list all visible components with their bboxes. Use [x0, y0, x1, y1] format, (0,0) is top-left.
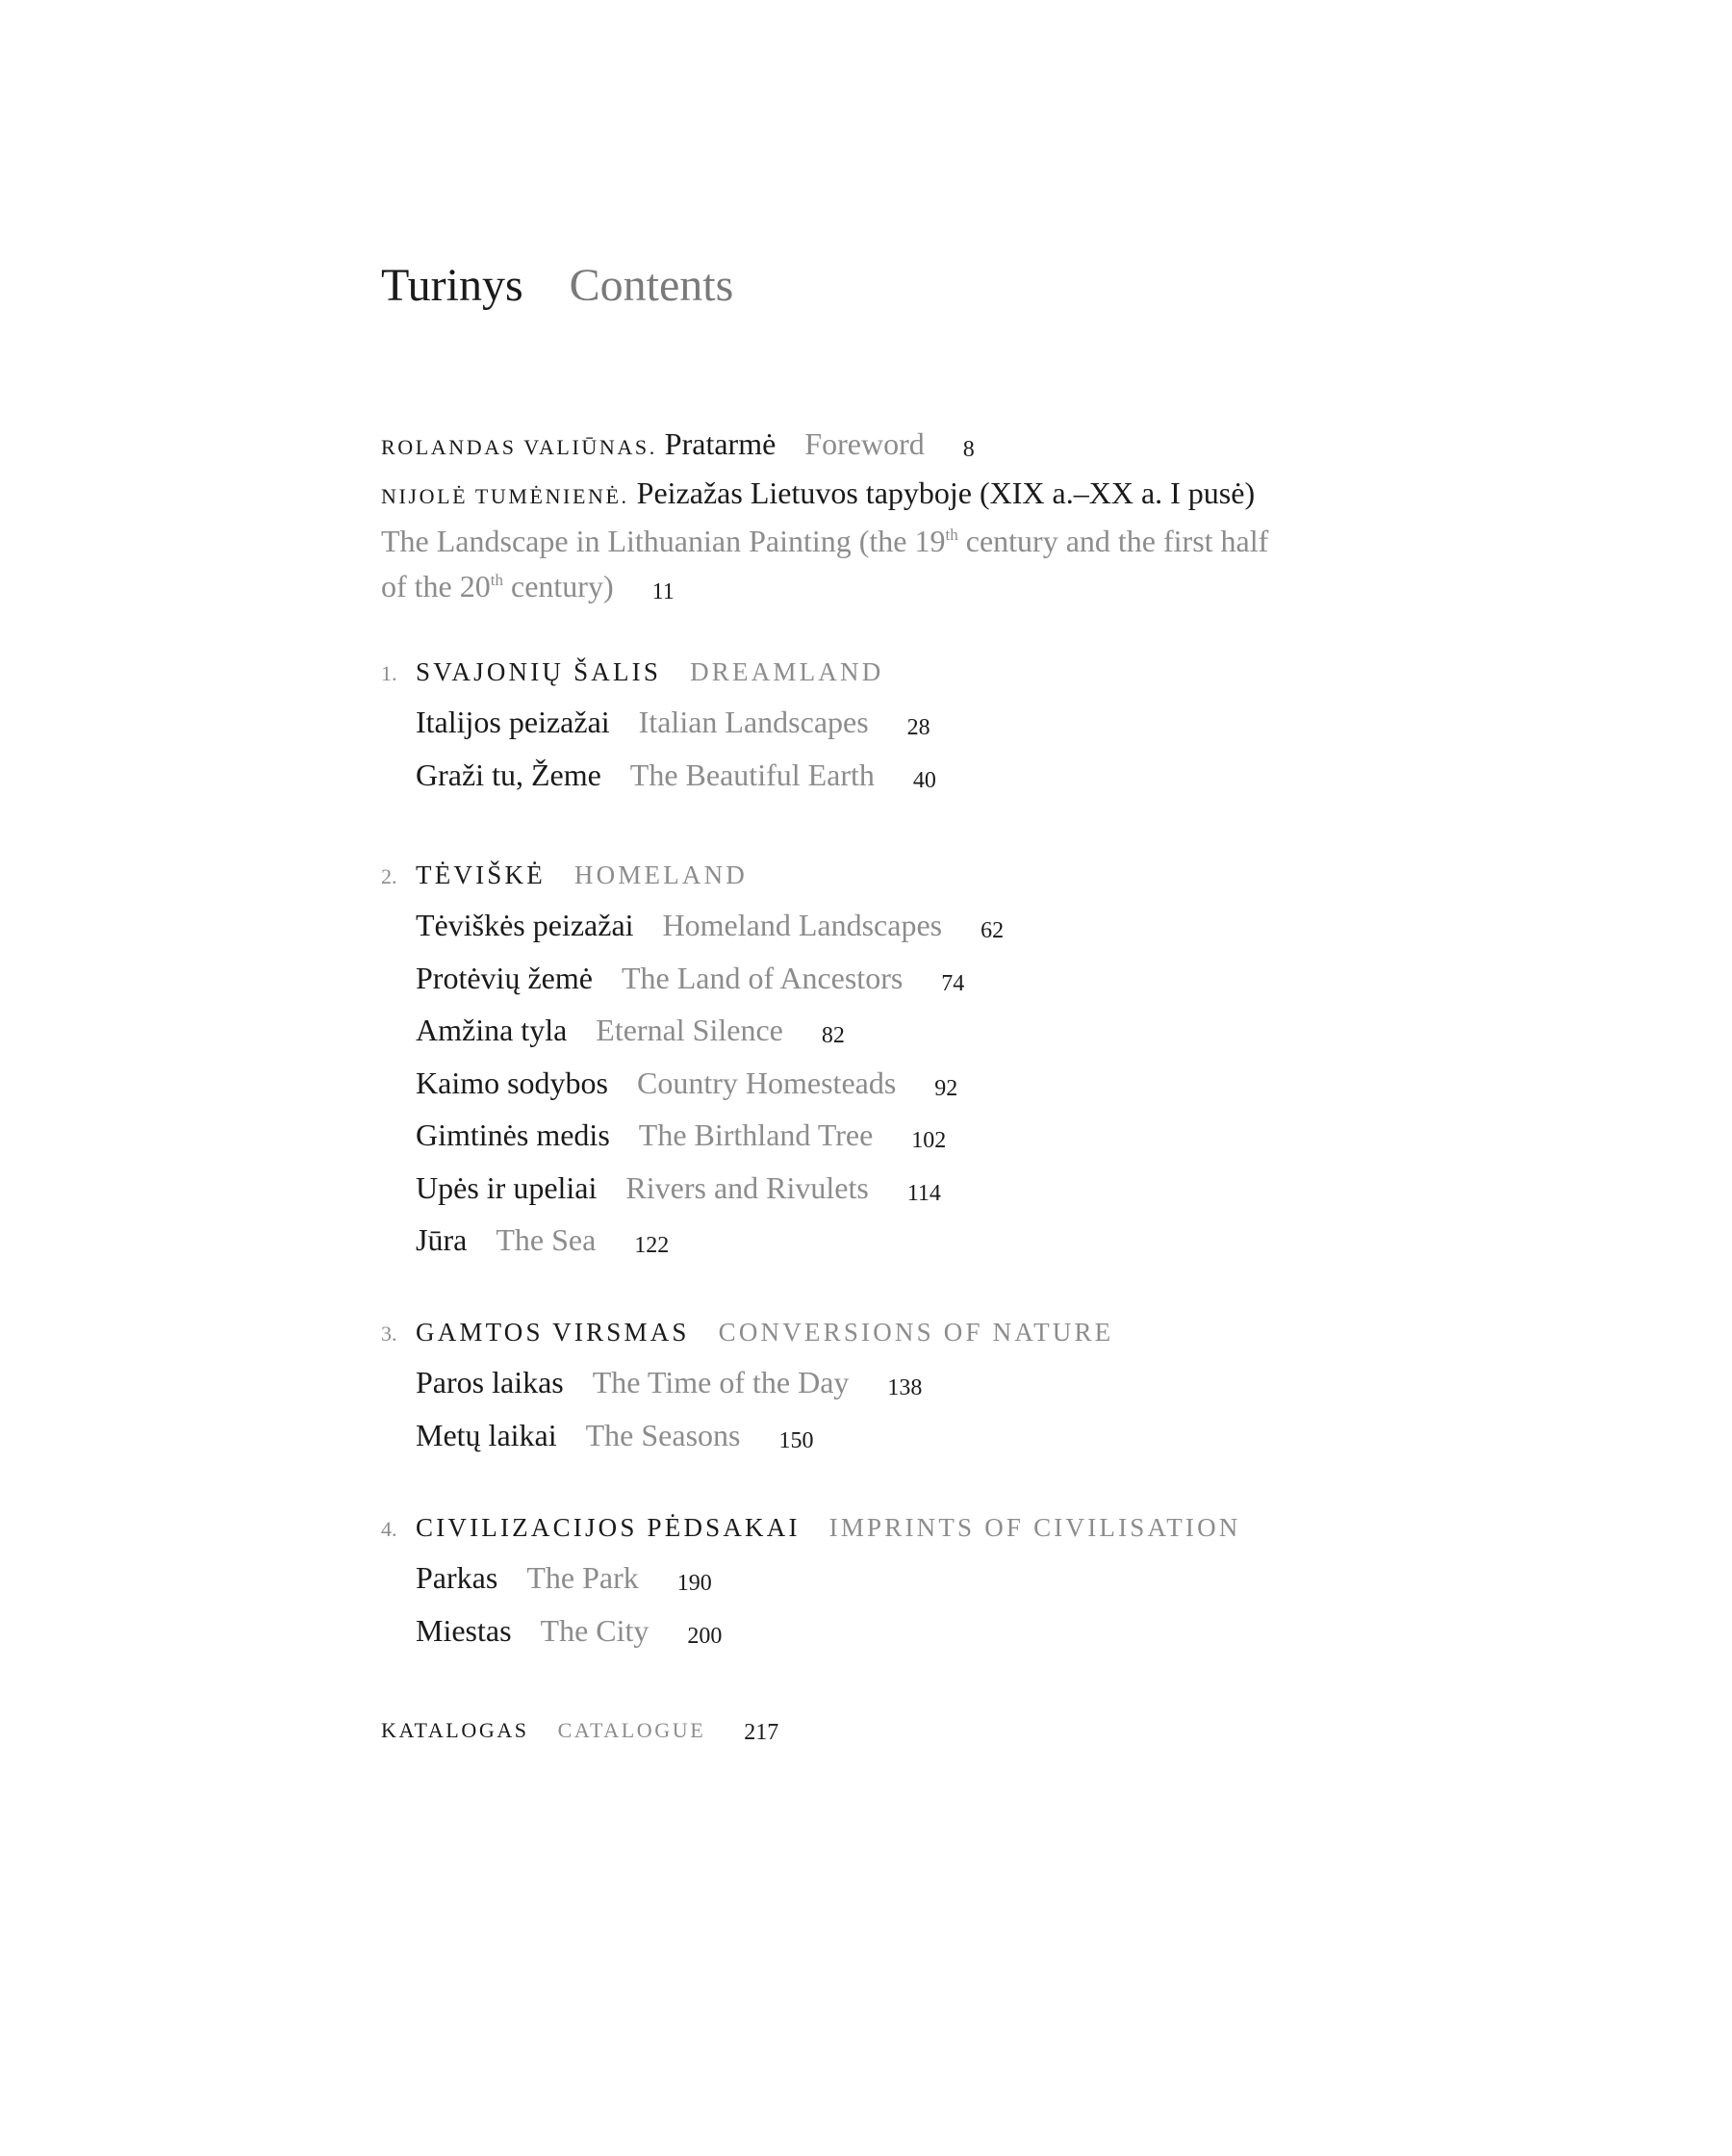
page-number: 217 [744, 1720, 779, 1745]
page-number: 40 [912, 767, 936, 793]
essay-en-part: of the 20 [381, 569, 491, 603]
entry-title-en: The Park [526, 1560, 639, 1595]
entry-title-en: Homeland Landscapes [662, 908, 943, 942]
entry-title-lt: Italijos peizažai [416, 705, 610, 739]
section-title-lt: GAMTOS VIRSMAS [416, 1318, 690, 1347]
page-number: 92 [934, 1075, 958, 1101]
entry-title-lt: Miestas [416, 1612, 512, 1648]
section-number: 3. [381, 1322, 397, 1346]
page-number: 102 [911, 1128, 947, 1153]
entry-title-lt: Kaimo sodybos [416, 1065, 608, 1100]
page-number: 11 [651, 579, 675, 604]
section-title-en: HOMELAND [573, 860, 748, 889]
page-number: 82 [821, 1023, 845, 1048]
entry-title-lt: Jūra [416, 1222, 468, 1257]
entry-title-lt: Gimtinės medis [416, 1117, 610, 1152]
entry-title-lt: Pratarmė [664, 426, 777, 461]
entry-title-lt: Paros laikas [416, 1365, 564, 1399]
entry-title-lt: Amžina tyla [416, 1013, 568, 1047]
section-title-en: CONVERSIONS OF NATURE [718, 1318, 1114, 1347]
entry-title-en: Italian Landscapes [638, 705, 869, 739]
entry-author: ROLANDAS VALIŪNAS. [381, 435, 657, 459]
entry-title-en: The Time of the Day [592, 1365, 850, 1399]
page-number: 190 [676, 1571, 712, 1596]
catalogue-title-en: CATALOGUE [557, 1718, 706, 1742]
ordinal-superscript: th [490, 571, 503, 589]
toc-entry[interactable] [381, 899, 1439, 952]
entry-title-en-line-2 [381, 564, 1286, 613]
toc-entry[interactable] [381, 1004, 1439, 1057]
catalogue-title-lt: KATALOGAS [381, 1718, 529, 1742]
section-title-en: IMPRINTS OF CIVILISATION [828, 1513, 1241, 1542]
toc-entry[interactable] [381, 1162, 1439, 1215]
page-number: 138 [887, 1375, 923, 1400]
essay-en-part: The Landscape in Lithuanian Painting (the 19 [381, 524, 946, 558]
section-heading[interactable] [381, 1308, 1439, 1356]
entry-title-lt: Tėviškės peizažai [416, 908, 634, 942]
section-title-lt: SVAJONIŲ ŠALIS [416, 657, 662, 686]
title-english: Contents [569, 260, 734, 311]
intro-entries [381, 422, 1286, 613]
page-number: 8 [962, 437, 975, 462]
entry-title-en: The City [540, 1612, 650, 1648]
ordinal-superscript: th [945, 526, 958, 544]
page-number: 200 [687, 1623, 723, 1649]
entry-title-lt: Metų laikai [416, 1417, 557, 1452]
entry-title-en: Foreword [804, 426, 925, 461]
toc-entry[interactable] [381, 1604, 1439, 1657]
entry-title-en: The Beautiful Earth [629, 757, 875, 792]
toc-entry[interactable] [381, 696, 1439, 749]
entry-title-lt: Protėvių žemė [416, 960, 593, 995]
essay-en-part: century) [502, 569, 614, 603]
page-number: 62 [981, 918, 1005, 943]
entry-title-en: Rivers and Rivulets [625, 1169, 869, 1205]
toc-entry[interactable] [381, 749, 1439, 802]
entry-title-en: The Seasons [585, 1417, 741, 1452]
page-number: 114 [906, 1180, 941, 1206]
entry-title-en: Country Homesteads [637, 1065, 897, 1100]
page-number: 28 [906, 715, 930, 740]
page-number: 150 [778, 1427, 814, 1453]
toc-entry[interactable] [381, 1109, 1439, 1162]
page-title [381, 252, 733, 320]
section-dreamland [381, 648, 1439, 801]
title-lithuanian: Turinys [381, 260, 523, 311]
section-homeland [381, 851, 1439, 1267]
entry-title-lt: Graži tu, Žeme [416, 757, 601, 792]
entry-title-lt: Upės ir upeliai [416, 1169, 598, 1205]
toc-entry-foreword[interactable] [381, 422, 1286, 471]
section-number: 2. [381, 864, 397, 888]
page-number: 74 [941, 970, 965, 996]
section-title-lt: TĖVIŠKĖ [416, 860, 546, 889]
section-title-en: DREAMLAND [690, 657, 884, 686]
section-heading[interactable] [381, 648, 1439, 696]
entry-title-en: The Birthland Tree [638, 1117, 874, 1152]
entry-title-lt: Parkas [416, 1560, 498, 1595]
toc-entry[interactable] [381, 1409, 1439, 1462]
section-number: 1. [381, 661, 397, 685]
toc-entry[interactable] [381, 1214, 1439, 1267]
section-heading[interactable] [381, 1503, 1439, 1552]
section-conversions-of-nature [381, 1308, 1439, 1461]
section-heading[interactable] [381, 851, 1439, 899]
entry-author: NIJOLĖ TUMĖNIENĖ. [381, 484, 629, 508]
essay-en-part: century and the first half [957, 524, 1269, 558]
entry-title-en: Eternal Silence [596, 1013, 783, 1047]
entry-title-lt: Peizažas Lietuvos tapyboje (XIX a.–XX a. I pusė) [636, 475, 1256, 510]
toc-entry-catalogue[interactable] [381, 1711, 778, 1753]
toc-entry[interactable] [381, 1057, 1439, 1110]
entry-title-en: The Land of Ancestors [621, 960, 904, 995]
toc-entry[interactable] [381, 952, 1439, 1005]
section-number: 4. [381, 1517, 397, 1541]
section-title-lt: CIVILIZACIJOS PĖDSAKAI [416, 1513, 801, 1542]
toc-entry[interactable] [381, 1552, 1439, 1604]
toc-entry-essay[interactable] [381, 471, 1286, 519]
section-imprints-of-civilisation [381, 1503, 1439, 1656]
entry-title-en-line-1 [381, 519, 1286, 564]
toc-entry[interactable] [381, 1356, 1439, 1409]
entry-title-en: The Sea [496, 1222, 597, 1257]
page-number: 122 [634, 1233, 670, 1258]
